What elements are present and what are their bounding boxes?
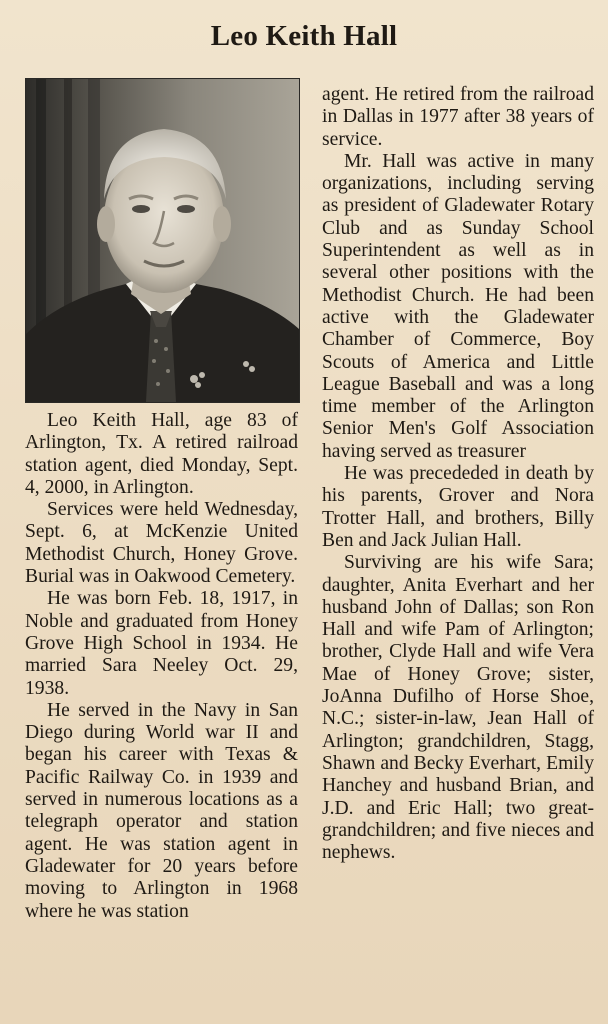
obituary-paragraph-5: agent. He retired from the railroad in Dallas in 1977 after 38 years of service. <box>322 84 594 150</box>
obituary-paragraph-8: Surviving are his wife Sara; daughter, Anita Everhart and her husband John of Dallas; son Ron Hall and wife Pam of Arlington; brother, Clyde Hall and wife Vera Mae of Honey Grove; sister, JoAnna Dufilho of Horse Shoe, N.C.; sister-in-law, Jean Hall of Arlington; grandchildren, Stagg, Shawn and Becky Everhart, Emily Hanchey and husband Brian, and J.D. and Eric Hall; two great-grandchildren; and five nieces and nephews. <box>322 552 594 864</box>
obituary-paragraph-6: Mr. Hall was active in many organizations, including serving as president of Gladewater Rotary Club and as Sunday School Superintendent as well as in several other positions with the Methodist Church. He had been active with the Gladewater Chamber of Commerce, Boy Scouts of America and Little League Baseball and was a long time member of the Arlington Senior Men's Golf Association having served as treasurer <box>322 150 594 462</box>
obituary-paragraph-7: He was precededed in death by his parents, Grover and Nora Trotter Hall, and brothers, Billy Ben and Jack Julian Hall. <box>322 463 594 551</box>
portrait-photo <box>25 78 300 403</box>
obituary-paragraph-4: He served in the Navy in San Diego during World war II and began his career with Texas & Pacific Railway Co. in 1939 and served in numerous locations as a telegraph operator and station agent. He was station agent in Gladewater for 20 years before moving to Arlington in 1968 where he was station <box>25 699 298 922</box>
portrait-image <box>26 79 299 402</box>
right-column <box>322 84 594 864</box>
obituary-paragraph-2: Services were held Wednesday, Sept. 6, at McKenzie United Methodist Church, Honey Grove. Burial was in Oakwood Cemetery. <box>25 499 298 588</box>
obituary-paragraph-1: Leo Keith Hall, age 83 of Arlington, Tx. A retired railroad station agent, died Monday, Sept. 4, 2000, in Arlington. <box>25 410 298 498</box>
left-column <box>25 410 298 923</box>
obituary-headline: Leo Keith Hall <box>210 20 398 52</box>
obituary-paragraph-3: He was born Feb. 18, 1917, in Noble and graduated from Honey Grove High School in 1934. He married Sara Neeley Oct. 29, 1938. <box>25 588 298 699</box>
